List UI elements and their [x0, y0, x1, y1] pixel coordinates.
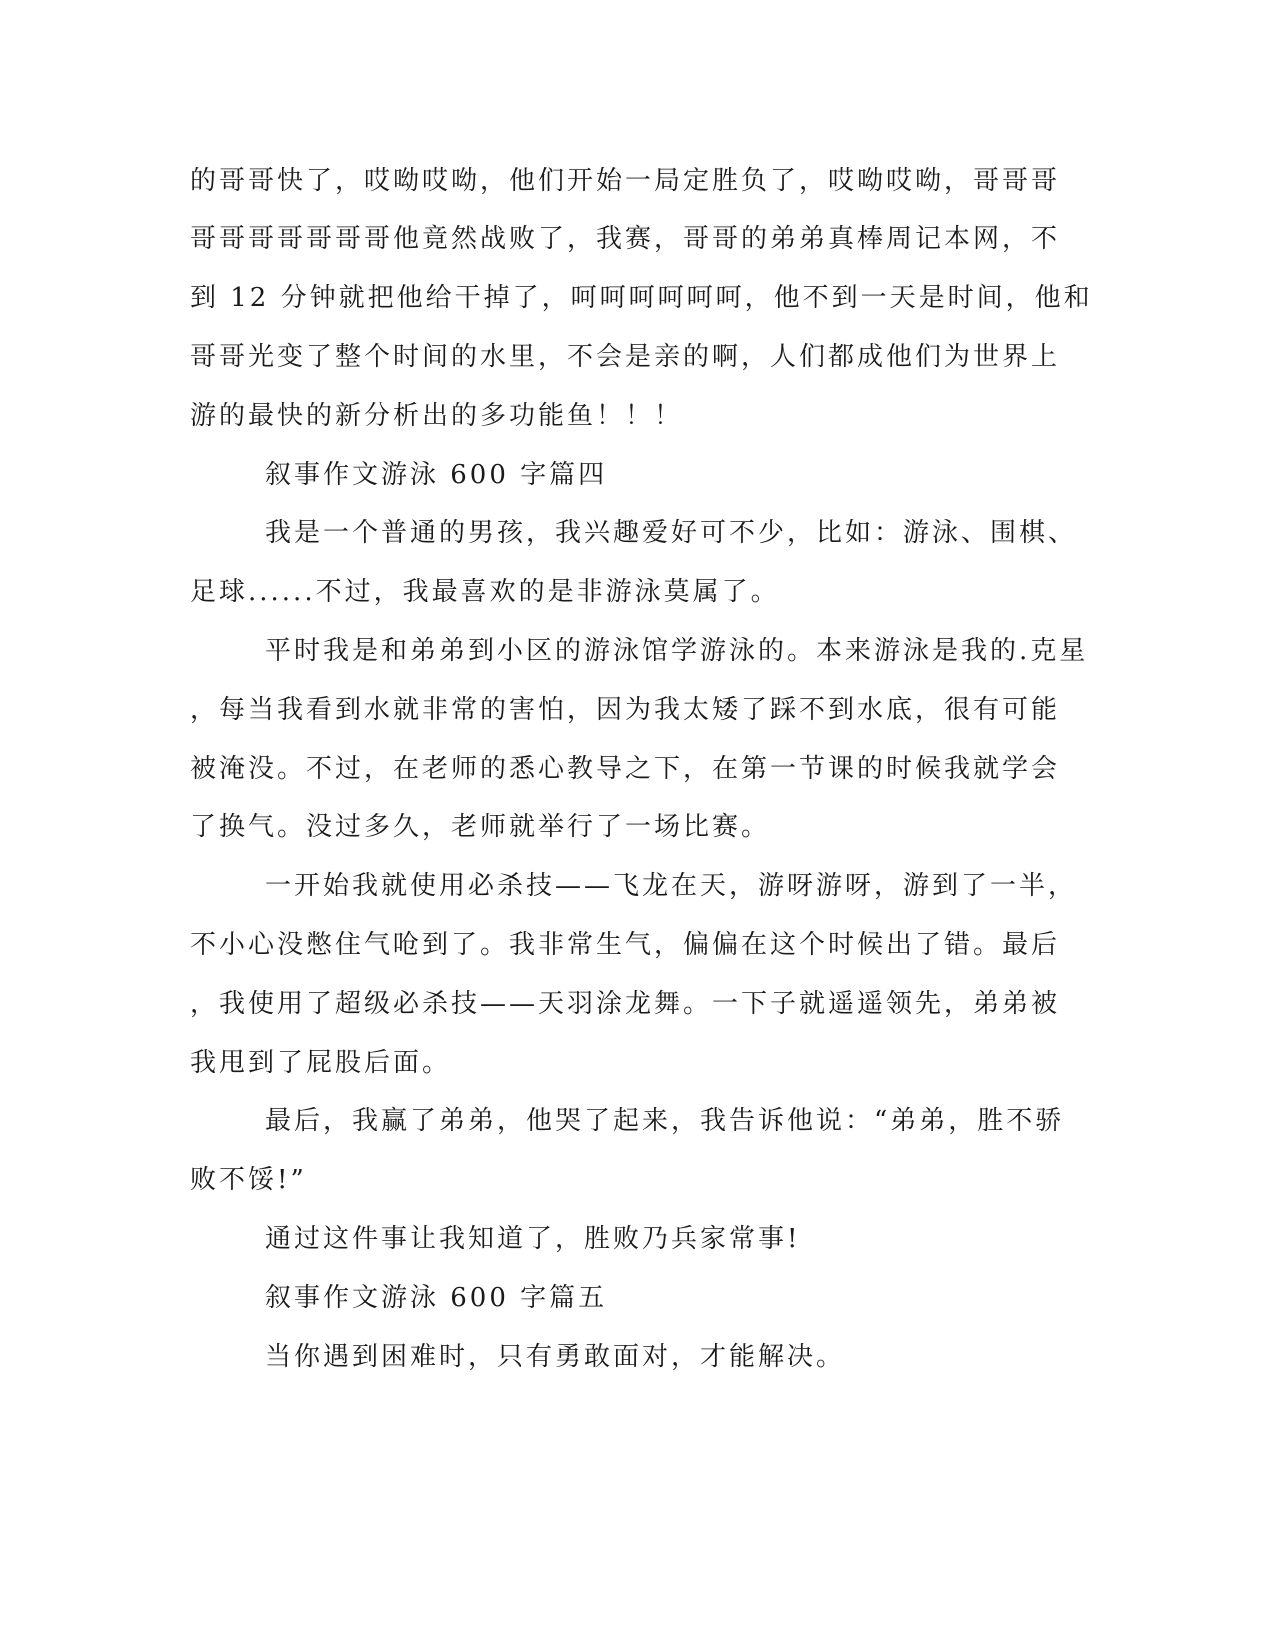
paragraph-line: 不小心没憋住气呛到了。我非常生气，偏偏在这个时候出了错。最后 [190, 930, 1061, 960]
paragraph-line: 的哥哥快了，哎呦哎呦，他们开始一局定胜负了，哎呦哎呦，哥哥哥 [190, 166, 1061, 196]
paragraph-line: 被淹没。不过，在老师的悉心教导之下，在第一节课的时候我就学会 [190, 754, 1061, 784]
paragraph-line: 我甩到了屁股后面。 [190, 1048, 452, 1078]
paragraph-line: 哥哥哥哥哥哥哥他竟然战败了，我赛，哥哥的弟弟真棒周记本网，不 [190, 224, 1061, 254]
paragraph-line: 我是一个普通的男孩，我兴趣爱好可不少，比如：游泳、围棋、 [265, 518, 1078, 548]
paragraph-line: 最后，我赢了弟弟，他哭了起来，我告诉他说：“弟弟，胜不骄 [265, 1106, 1065, 1136]
paragraph-line: 当你遇到困难时，只有勇敢面对，才能解决。 [265, 1342, 846, 1372]
paragraph-line: 败不馁!” [190, 1165, 307, 1195]
paragraph-line: 平时我是和弟弟到小区的游泳馆学游泳的。本来游泳是我的.克星 [265, 636, 1089, 666]
paragraph-line: 通过这件事让我知道了，胜败乃兵家常事! [265, 1224, 801, 1254]
section-heading: 叙事作文游泳 600 字篇四 [265, 460, 608, 490]
paragraph-line: 足球......不过，我最喜欢的是非游泳莫属了。 [190, 577, 780, 607]
paragraph-line: 一开始我就使用必杀技——飞龙在天，游呀游呀，游到了一半， [265, 871, 1078, 901]
paragraph-line: 游的最快的新分析出的多功能鱼！！！ [190, 401, 684, 431]
paragraph-line: ，每当我看到水就非常的害怕，因为我太矮了踩不到水底，很有可能 [190, 695, 1061, 725]
paragraph-line: 哥哥光变了整个时间的水里，不会是亲的啊，人们都成他们为世界上 [190, 342, 1061, 372]
section-heading: 叙事作文游泳 600 字篇五 [265, 1283, 608, 1313]
paragraph-line: 到 12 分钟就把他给干掉了，呵呵呵呵呵呵，他不到一天是时间，他和 [190, 283, 1093, 313]
paragraph-line: ，我使用了超级必杀技——天羽涂龙舞。一下子就遥遥领先，弟弟被 [190, 989, 1061, 1019]
paragraph-line: 了换气。没过多久，老师就举行了一场比赛。 [190, 812, 771, 842]
